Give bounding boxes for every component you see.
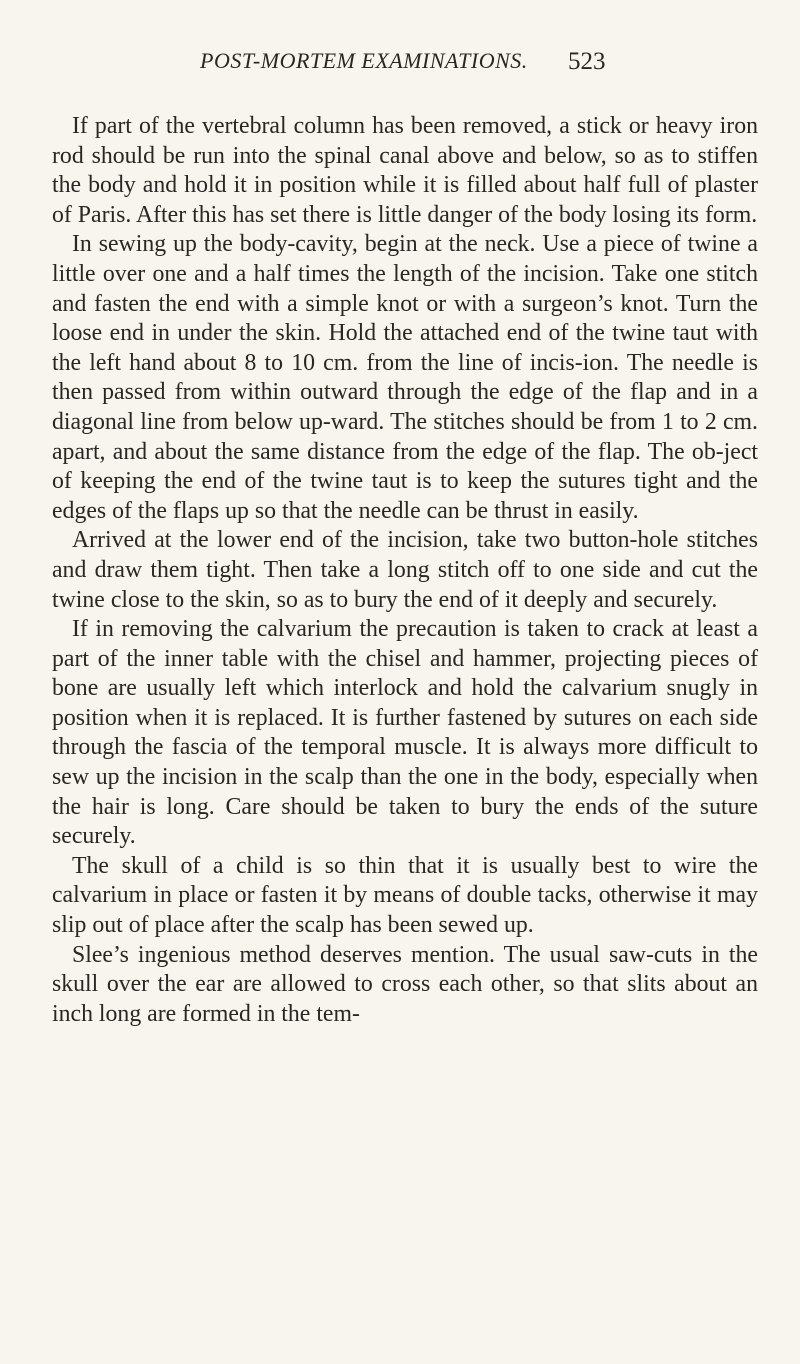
body-text bbox=[52, 112, 758, 1029]
paragraph-child-skull: The skull of a child is so thin that it is usually best to wire the calvarium in place or fasten it by means of double tacks, otherwise it may slip out of place after the scalp has been sewed up. bbox=[52, 852, 758, 939]
running-head bbox=[200, 48, 606, 88]
paragraph-sewing-body-cavity: In sewing up the body-cavity, begin at the neck. Use a piece of twine a little over one and a half times the length of the incision. Take one stitch and fasten the end with a simple knot or with a surgeon’s knot. Turn the loose end in under the skin. Hold the attached end of the twine taut with the left hand about 8 to 10 cm. from the line of incis-ion. The needle is then passed from within outward through the edge of the flap and in a diagonal line from below up-ward. The stitches should be from 1 to 2 cm. apart, and about the same distance from the edge of the flap. The ob-ject of keeping the end of the twine taut is to keep the sutures tight and the edges of the flaps up so that the needle can be thrust in easily. bbox=[52, 231, 758, 524]
page-number: 523 bbox=[568, 48, 606, 75]
paragraph-slee-method: Slee’s ingenious method deserves mention. The usual saw-cuts in the skull over the ear are allowed to cross each other, so that slits about an inch long are formed in the tem- bbox=[52, 941, 758, 1027]
paragraph-calvarium: If in removing the calvarium the precaution is taken to crack at least a part of the inner table with the chisel and hammer, projecting pieces of bone are usually left which interlock and hold the calvarium snugly in position when it is replaced. It is further fastened by sutures on each side through the fascia of the temporal muscle. It is always more difficult to sew up the incision in the scalp than the one in the body, especially when the hair is long. Care should be taken to bury the ends of the suture securely. bbox=[52, 616, 758, 850]
paragraph-lower-end-incision: Arrived at the lower end of the incision, take two button-hole stitches and draw them tight. Then take a long stitch off to one side and cut the twine close to the skin, so as to bury the end of it deeply and securely. bbox=[52, 527, 758, 613]
paragraph-vertebral-column: If part of the vertebral column has been removed, a stick or heavy iron rod should be run into the spinal canal above and below, so as to stiffen the body and hold it in position while it is filled about half full of plaster of Paris. After this has set there is little danger of the body losing its form. bbox=[52, 113, 758, 228]
running-title: POST-MORTEM EXAMINATIONS. bbox=[200, 48, 528, 73]
